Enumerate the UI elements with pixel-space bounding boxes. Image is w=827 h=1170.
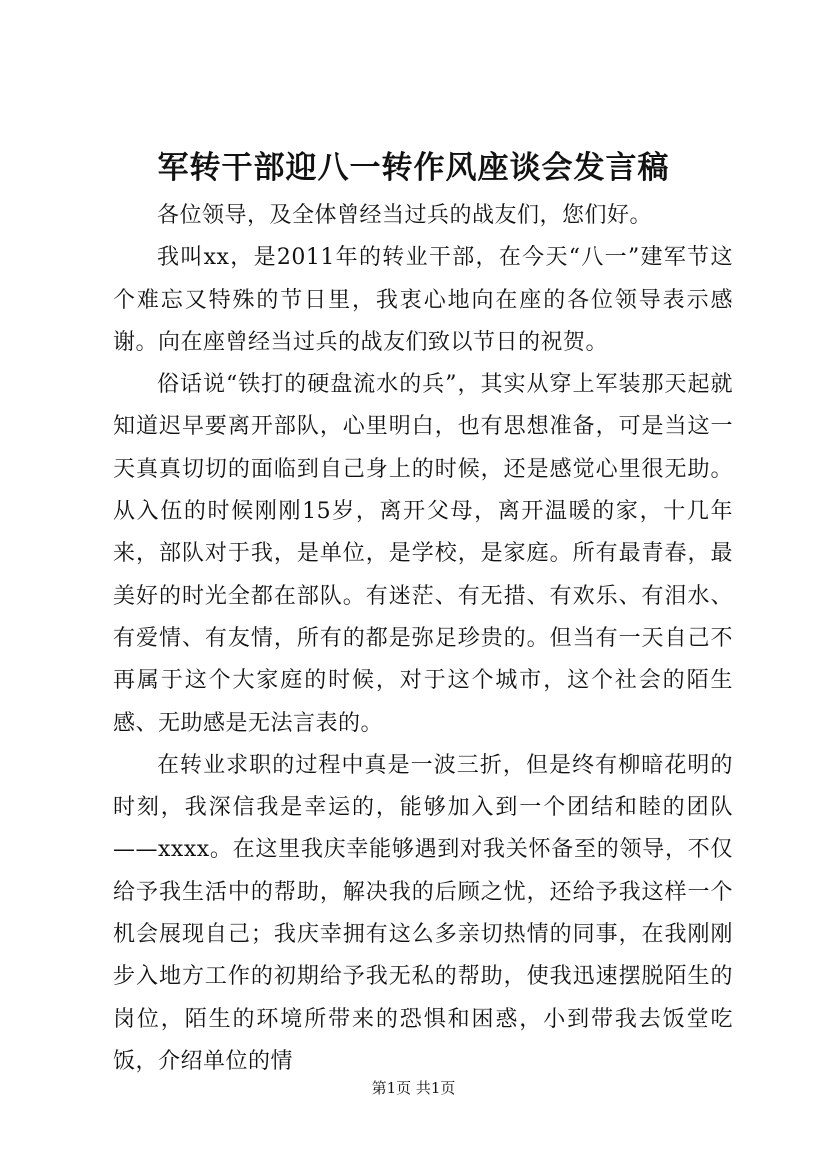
document-body — [113, 195, 733, 1083]
paragraph-greeting: 各位领导，及全体曾经当过兵的战友们，您们好。 — [157, 203, 653, 228]
document-title: 军转干部迎八一转作风座谈会发言稿 — [157, 150, 670, 186]
page-number-footer: 第1页 共1页 — [371, 1079, 456, 1097]
paragraph-career-transition: 在转业求职的过程中真是一波三折，但是终有柳暗花明的时刻，我深信我是幸运的，能够加入到一个团结和睦的团队——xxxx。在这里我庆幸能够遇到对我关怀备至的领导，不仅给予我生活中的帮助，解决我的后顾之忧，还给予我这样一个机会展现自己；我庆幸拥有这么多亲切热情的同事，在我刚刚步入地方工作的初期给予我无私的帮助，使我迅速摆脱陌生的岗位，陌生的环境所带来的恐惧和困惑，小到带我去饭堂吃饭，介绍单位的情 — [113, 752, 733, 1074]
paragraph-introduction: 我叫xx，是2011年的转业干部，在今天“八一”建军节这个难忘又特殊的节日里，我衷心地向在座的各位领导表示感谢。向在座曾经当过兵的战友们致以节日的祝贺。 — [113, 245, 733, 355]
paragraph-army-life: 俗话说“铁打的硬盘流水的兵”，其实从穿上军装那天起就知道迟早要离开部队，心里明白，也有思想准备，可是当这一天真真切切的面临到自己身上的时候，还是感觉心里很无助。从入伍的时候刚刚15岁，离开父母，离开温暖的家，十几年来，部队对于我，是单位，是学校，是家庭。所有最青春，最美好的时光全都在部队。有迷茫、有无措、有欢乐、有泪水、有爱情、有友情，所有的都是弥足珍贵的。但当有一天自己不再属于这个大家庭的时候，对于这个城市，这个社会的陌生感、无助感是无法言表的。 — [113, 372, 733, 736]
